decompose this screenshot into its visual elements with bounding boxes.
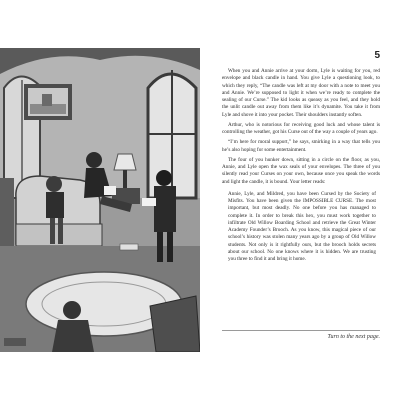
text-page bbox=[222, 50, 380, 370]
footer-divider bbox=[222, 330, 380, 331]
paragraph: When you and Annie arrive at your dorm, Lyle is waiting for you, red envelope and black candle in hand. You give Lyle a questioning look, to which they reply, “The candle was left at my door with a note to meet you and Annie. We’re supposed to light it when we’re ready to complete the sealing of our Curse.” The kid looks as queasy as you feel, and they hold the unlit candle out away from them like it’s dynamite. You take it from Lyle and shove it into your pocket. Their shoulders instantly soften. bbox=[222, 68, 380, 118]
illustration-drawing bbox=[0, 48, 200, 352]
turn-page-note: Turn to the next page. bbox=[327, 334, 380, 340]
illustration-common-room bbox=[0, 48, 200, 352]
paragraph: “I’m here for moral support,” he says, smirking in a way that tells you he’s also hoping for some entertainment. bbox=[222, 139, 380, 153]
story-text bbox=[222, 68, 380, 266]
page-number: 5 bbox=[374, 50, 380, 61]
paragraph: Arthur, who is notorious for receiving good luck and whose talent is controlling the weather, got his Curse out of the way a couple of years ago. bbox=[222, 121, 380, 135]
paragraph: The four of you hunker down, sitting in a circle on the floor, as you, Annie, and Lyle open the wax seals of your envelopes. The three of you silently read your Curses on your own, because once you speak the words and light the candle, it is bound. Your letter reads: bbox=[222, 156, 380, 185]
curse-letter: Annie, Lyle, and Mildred, you have been Cursed by the Society of Misfits. You have been given the IMPOSSIBLE CURSE. The most important, but most deadly. No one before you has managed to complete it. In order to break this hex, you must work together to infiltrate Old Willow Boarding School and retrieve the Great Winter Academy Founder’s Brooch. As you know, this magical piece of our school’s history was stolen many years ago by a group of Old Willow students. Not only is it rightfully ours, but the brooch holds secrets about our school. No one knows where it is hidden. We are trusting you three to find it and bring it home. bbox=[228, 190, 376, 262]
